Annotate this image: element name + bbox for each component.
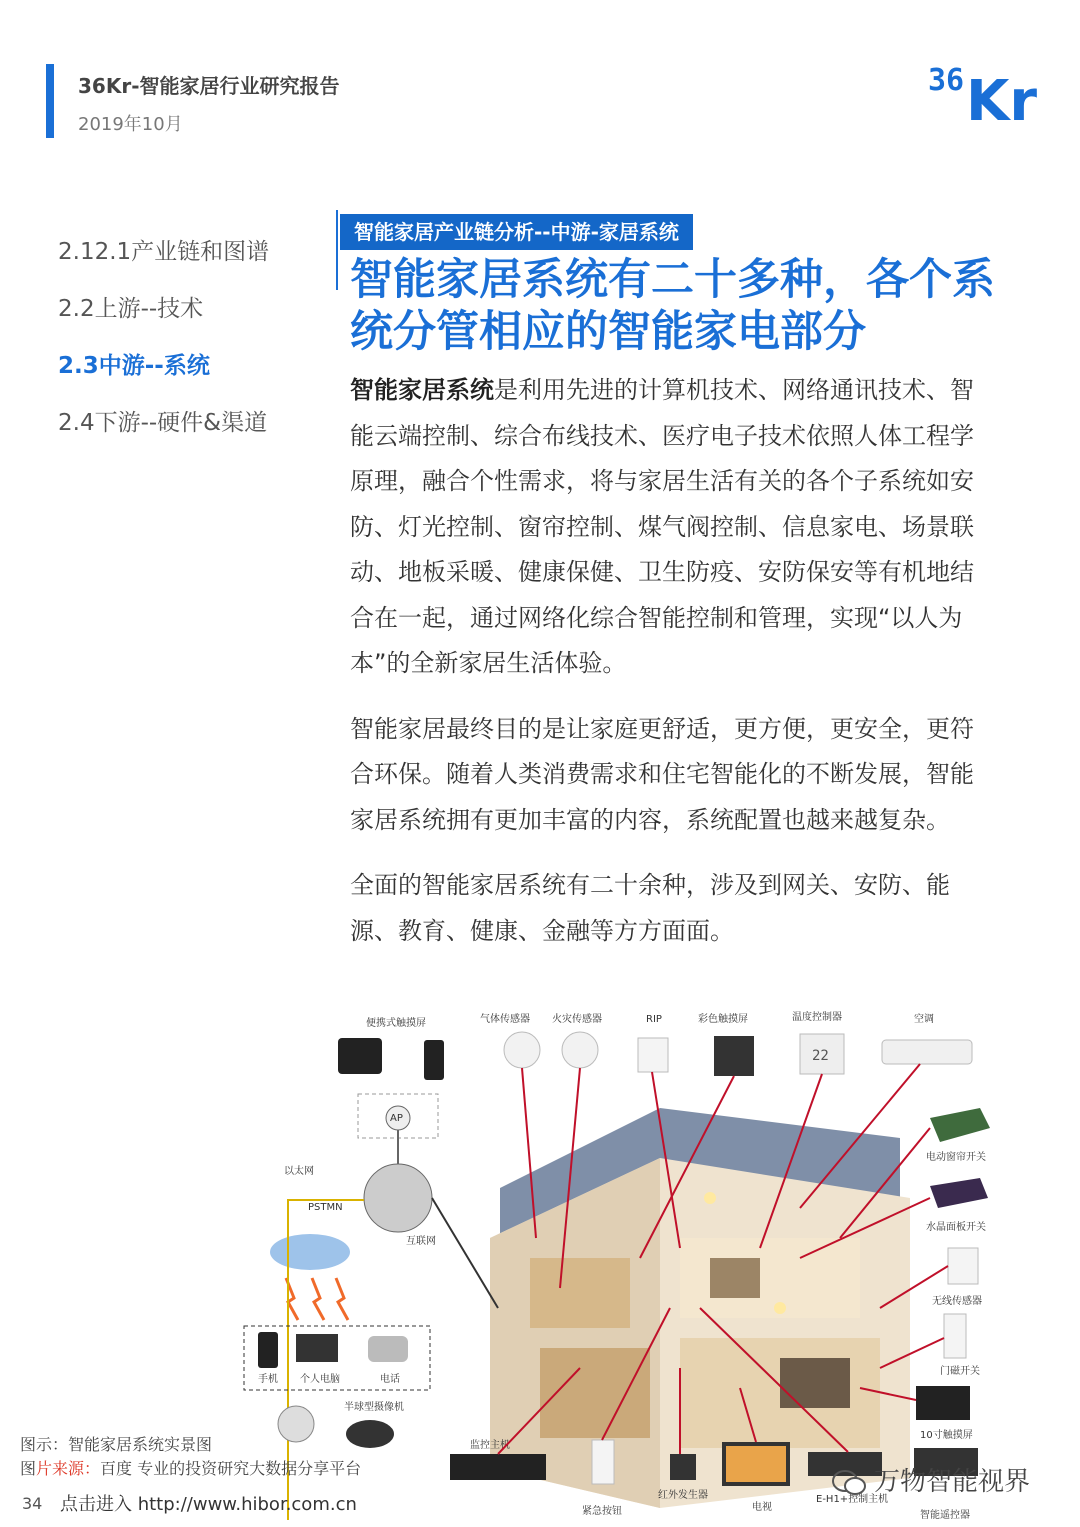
portable-touch-label: 便携式触摸屏 [366, 1018, 426, 1029]
ac-label: 空调 [914, 1014, 934, 1025]
paragraph-1-text: 是利用先进的计算机技术、网络通讯技术、智能云端控制、综合布线技术、医疗电子技术依照人体工程学原理，融合个性需求，将与家居生活有关的各个子系统如安防、灯光控制、窗帘控制、煤气阀控制、信息家电、场景联动、地板采暖、健康保健、卫生防疫、安防保安等有机地结合在一起，通过网络化综合智能控制和管理，实现“以人为本”的全新家居生活体验。 [350, 376, 974, 677]
footer-link[interactable]: 点击进入 http://www.hibor.com.cn [60, 1494, 357, 1515]
page-number: 34 [22, 1494, 43, 1513]
portable-touch-device [338, 1016, 444, 1080]
door-switch-label: 门磁开关 [940, 1366, 980, 1377]
section-nav [58, 232, 269, 460]
svg-text:36: 36 [928, 63, 965, 98]
rip-device [638, 1014, 668, 1072]
pc-label: 个人电脑 [300, 1374, 340, 1385]
watermark [832, 1461, 1030, 1498]
fire-sensor-device [552, 1012, 602, 1068]
36kr-logo [926, 56, 1038, 126]
section-tag: 智能家居产业链分析--中游-家居系统 [340, 214, 693, 250]
ap-label: AP [390, 1113, 403, 1124]
curtain-switch-label: 电动窗帘开关 [926, 1152, 986, 1163]
dome-camera-label: 半球型摄像机 [344, 1402, 404, 1413]
ac-device [882, 1012, 972, 1064]
svg-text:22: 22 [812, 1048, 829, 1064]
body-text [350, 368, 990, 974]
fire-sensor-label: 火灾传感器 [552, 1014, 602, 1025]
nav-item-chain[interactable]: 2.12.1产业链和图谱 [58, 239, 270, 265]
nav-item-midstream[interactable]: 2.3中游--系统 [58, 353, 210, 379]
paragraph-1-lead: 智能家居系统 [350, 376, 494, 404]
ethernet-label: 以太网 [284, 1166, 314, 1177]
source-prefix: 图 [20, 1459, 37, 1478]
nav-item-upstream[interactable]: 2.2上游--技术 [58, 296, 204, 322]
paragraph-3: 全面的智能家居系统有二十余种，涉及到网关、安防、能源、教育、健康、金融等方方面面。 [350, 871, 950, 945]
temp-controller-device [792, 1010, 844, 1074]
color-touch-device [698, 1012, 754, 1076]
color-touch-label: 彩色触摸屏 [698, 1014, 748, 1025]
paragraph-2: 智能家居最终目的是让家庭更舒适，更方便，更安全，更符合环保。随着人类消费需求和住宅智能化的不断发展，智能家居系统拥有更加丰富的内容，系统配置也越来越复杂。 [350, 714, 974, 834]
source-red-text: 片来源： [36, 1459, 101, 1478]
figure-source [20, 1456, 361, 1479]
pstmn-label: PSTMN [308, 1202, 343, 1213]
section-divider [336, 210, 338, 290]
header-accent-bar [46, 64, 54, 138]
watermark-text: 万物智能视界 [874, 1467, 1031, 1497]
tel-label: 电话 [380, 1374, 400, 1385]
smart-ctrl-label: 智能遥控器 [920, 1510, 970, 1520]
monitor-host-label: 监控主机 [470, 1440, 510, 1451]
touch-10-label: 10寸触摸屏 [920, 1430, 973, 1441]
emergency-label: 紧急按钮 [582, 1506, 622, 1517]
temp-controller-label: 温度控制器 [792, 1012, 842, 1023]
camera-devices [278, 1400, 404, 1448]
wireless-sensor-label: 无线传感器 [932, 1296, 982, 1307]
smart-home-diagram [240, 1008, 1040, 1520]
source-rest: 百度 专业的投资研究大数据分享平台 [100, 1459, 362, 1478]
headline: 智能家居系统有二十多种，各个系统分管相应的智能家电部分 [350, 255, 995, 357]
paragraph-1 [350, 368, 990, 687]
figure-caption: 图示：智能家居系统实景图 [20, 1435, 213, 1454]
report-title: 36Kr-智能家居行业研究报告 [78, 74, 340, 98]
internet-label: 互联网 [406, 1236, 436, 1247]
nav-item-downstream[interactable]: 2.4下游--硬件&渠道 [58, 410, 268, 436]
phone-label: 手机 [258, 1374, 278, 1385]
gas-sensor-label: 气体传感器 [480, 1014, 530, 1025]
e-host-label: E-H1+控制主机 [816, 1494, 889, 1505]
client-devices [244, 1326, 430, 1390]
svg-text:Kr: Kr [966, 69, 1038, 126]
right-devices [916, 1108, 990, 1441]
rip-label: RIP [646, 1014, 662, 1025]
wechat-icon [832, 1469, 866, 1497]
crystal-switch-label: 水晶面板开关 [926, 1222, 986, 1233]
report-date: 2019年10月 [78, 114, 183, 135]
gas-sensor-device [480, 1012, 540, 1068]
ir-emitter-label: 红外发生器 [658, 1490, 708, 1501]
tv-label: 电视 [752, 1502, 772, 1513]
